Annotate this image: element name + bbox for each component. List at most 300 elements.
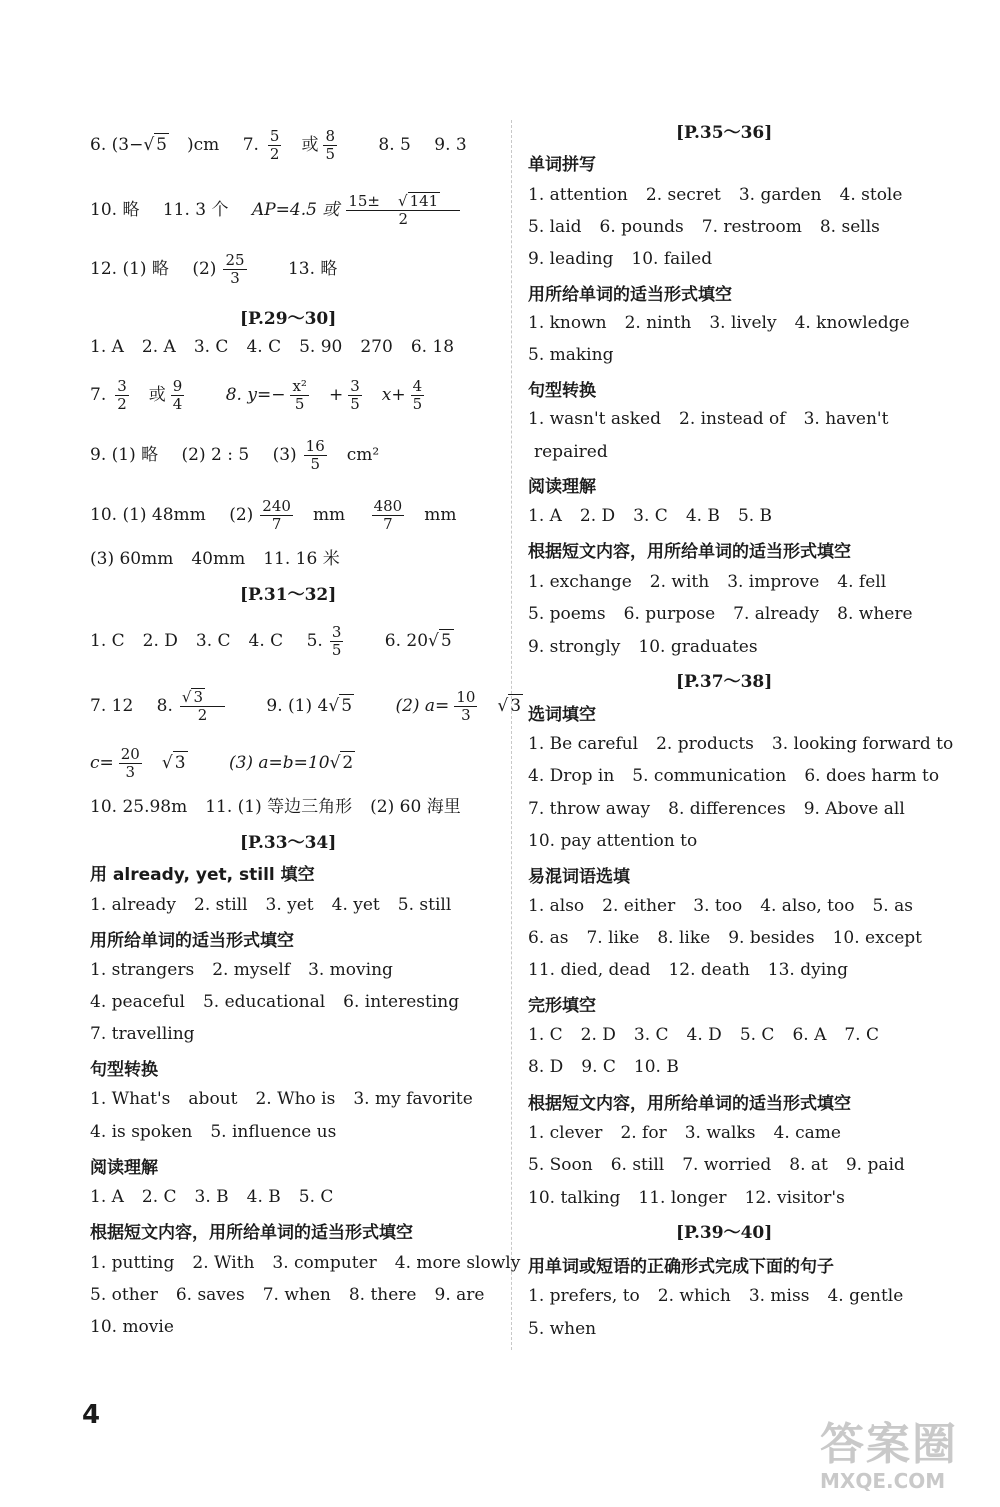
answer-text: 11. 16 米	[263, 549, 340, 569]
fraction	[290, 378, 326, 413]
denominator: 2	[269, 145, 280, 163]
answer-text: 7. throw away	[528, 799, 651, 819]
answer-line	[90, 192, 496, 228]
answer-line	[90, 688, 559, 724]
answer-text: 4. fell	[837, 572, 887, 592]
answer-text: 4. C	[248, 631, 284, 651]
answer-text: 9. besides	[728, 928, 815, 948]
answer-text: 6. 18	[410, 337, 455, 357]
answer-line	[528, 765, 957, 787]
sqrt: √ 2	[329, 753, 354, 773]
section-heading: 句型转换	[528, 381, 596, 401]
answer-line	[528, 636, 776, 658]
answer-text: 2. Who is	[255, 1089, 336, 1109]
answer-text: c=	[90, 753, 114, 773]
answer-text: 10. 25.98m	[90, 797, 188, 817]
numerator: 9	[172, 377, 183, 395]
answer-line	[534, 441, 626, 463]
section-heading: 阅读理解	[528, 477, 596, 497]
sqrt: √ 5	[428, 631, 452, 651]
answer-text: 10. failed	[631, 249, 713, 269]
answer-text: 1. attention	[528, 185, 628, 205]
answer-text: 5. C	[298, 1187, 334, 1207]
answer-line	[90, 378, 460, 413]
answer-text: 7. restroom	[701, 217, 802, 237]
answer-line	[528, 344, 631, 366]
answer-text: 3. walks	[684, 1123, 756, 1143]
numerator: 5	[269, 127, 280, 145]
radicand: 2	[342, 753, 354, 773]
answer-line	[90, 498, 474, 533]
denominator: 4	[172, 395, 183, 413]
answer-text: 2. C	[141, 1187, 177, 1207]
answer-text: 10. movie	[90, 1317, 174, 1337]
answer-text: 11. died, dead	[528, 960, 651, 980]
answer-text: 6. saves	[175, 1285, 245, 1305]
fraction	[171, 378, 203, 413]
answer-text: 7. worried	[682, 1155, 772, 1175]
fraction	[223, 252, 264, 287]
answer-line	[528, 216, 898, 238]
answer-line	[528, 248, 730, 270]
fraction	[115, 378, 147, 413]
answer-text: 2. which	[657, 1286, 731, 1306]
answer-text: 3. yet	[265, 895, 314, 915]
answer-line	[90, 1088, 491, 1110]
answer-text: AP=4.5 或	[251, 199, 340, 220]
answer-text: 7. 12	[90, 695, 134, 716]
answer-text: +	[328, 385, 344, 405]
section-heading: 阅读理解	[90, 1158, 158, 1178]
radicand: 3	[510, 695, 522, 716]
answer-line	[528, 927, 940, 949]
answer-text: 3. B	[194, 1187, 229, 1207]
column-divider	[511, 120, 512, 1350]
section-heading: 选词填空	[528, 705, 596, 725]
answer-text: 1. A	[90, 337, 124, 357]
answer-line	[528, 408, 906, 430]
answer-text: 5. influence us	[210, 1122, 337, 1142]
answer-text: 1. C	[528, 1025, 563, 1045]
fraction	[330, 624, 362, 659]
answer-text: about	[188, 1089, 238, 1109]
answer-text: (3) 60mm	[90, 549, 174, 569]
answer-line	[528, 1187, 863, 1209]
answer-text: 6. interesting	[343, 992, 460, 1012]
numerator: 20	[120, 745, 140, 763]
answer-text: 2. A	[141, 337, 176, 357]
answer-line	[528, 1024, 897, 1046]
answer-text: 3. garden	[738, 185, 822, 205]
answer-text: 12. visitor's	[744, 1188, 845, 1208]
numerator: 3	[117, 377, 127, 395]
answer-text: 11. longer	[638, 1188, 727, 1208]
answer-text: 5. communication	[632, 766, 787, 786]
answer-text: 1. C	[90, 631, 125, 651]
answer-text: 1. A	[528, 506, 562, 526]
answer-text: 6. still	[610, 1155, 665, 1175]
denominator: 7	[383, 515, 393, 533]
answer-text: 3. miss	[748, 1286, 810, 1306]
denominator: 2	[117, 395, 127, 413]
fraction	[323, 128, 355, 163]
radicand: 5	[341, 695, 353, 716]
answer-line	[90, 1023, 213, 1045]
answer-text: 1. exchange	[528, 572, 632, 592]
answer-text: 1. putting	[90, 1253, 175, 1273]
answer-line	[90, 128, 485, 163]
answer-text: 6. does harm to	[804, 766, 940, 786]
fraction	[372, 498, 423, 533]
fraction	[304, 438, 345, 473]
answer-text: 2. D	[580, 1025, 616, 1045]
answer-text: 2. with	[649, 572, 710, 592]
answer-line	[90, 796, 479, 818]
denominator: 7	[271, 515, 282, 533]
answer-text: 4. came	[773, 1123, 841, 1143]
fraction	[454, 689, 495, 724]
answer-text: 1. strangers	[90, 960, 195, 980]
answer-text: 5. other	[90, 1285, 158, 1305]
answer-text: (2)	[229, 505, 254, 525]
answer-text: 5. making	[528, 345, 614, 365]
answer-text: 1. clever	[528, 1123, 603, 1143]
answer-text: 6. 20	[384, 631, 429, 651]
numerator: 8	[325, 127, 336, 145]
denominator: 3	[125, 763, 136, 781]
answer-text: 9. are	[434, 1285, 485, 1305]
answer-text: 9. Above all	[803, 799, 905, 819]
answer-text: 3. lively	[709, 313, 777, 333]
answer-text: 1. known	[528, 313, 607, 333]
answer-text: 9. (1) 4	[266, 695, 329, 716]
answer-text: 2. instead of	[679, 409, 786, 429]
answer-text: 3. computer	[272, 1253, 377, 1273]
answer-text: 9. paid	[845, 1155, 905, 1175]
denominator: 5	[412, 395, 423, 413]
answer-text: 8.	[156, 695, 173, 716]
numerator: x²	[292, 377, 307, 395]
answer-text: 2. products	[656, 734, 754, 754]
numerator: 3	[350, 377, 360, 395]
denominator: 5	[325, 145, 336, 163]
answer-text: 11. 3 个	[162, 199, 229, 220]
answer-text: x+	[381, 385, 406, 405]
answer-text: 12. death	[668, 960, 750, 980]
answer-text: 4. peaceful	[90, 992, 185, 1012]
answer-text: 10. B	[633, 1057, 679, 1077]
denominator: 3	[461, 705, 471, 724]
answer-text: 3. C	[633, 1025, 669, 1045]
answer-text: 5. laid	[528, 217, 582, 237]
answer-text: 4. D	[686, 1025, 722, 1045]
answer-text: 10. talking	[528, 1188, 621, 1208]
answer-text: 2. D	[579, 506, 616, 526]
numerator: 16	[305, 437, 325, 455]
answer-text: 3. C	[633, 506, 668, 526]
numerator: 3	[331, 623, 342, 641]
answer-line	[528, 895, 931, 917]
answer-text: 3. moving	[308, 960, 393, 980]
page-range-heading: [P.35～36]	[676, 123, 773, 143]
fraction	[268, 128, 300, 163]
answer-text: (2) 60 海里	[370, 797, 461, 817]
answer-line	[90, 336, 472, 358]
numerator: 25	[225, 251, 245, 269]
answer-text: 9. 3	[434, 135, 467, 155]
answer-text: 8. like	[657, 928, 711, 948]
answer-text: 9. strongly	[528, 637, 621, 657]
answer-line	[528, 733, 971, 755]
watermark-url: MXQE.COM	[820, 1469, 946, 1493]
fraction	[348, 378, 380, 413]
fraction	[260, 498, 311, 533]
answer-text: 1. already	[90, 895, 177, 915]
answer-text: 40mm	[191, 549, 246, 569]
answer-line	[528, 1285, 921, 1307]
answer-text: 6. A	[792, 1025, 827, 1045]
watermark-text: 答案圈	[820, 1419, 958, 1470]
answer-text: 9. (1) 略	[90, 445, 159, 465]
numerator: 10	[456, 687, 476, 706]
answer-text: 3. looking forward to	[771, 734, 954, 754]
answer-text: 5.	[306, 631, 323, 651]
radicand: 5	[440, 631, 452, 651]
answer-line	[90, 991, 477, 1013]
answer-line	[528, 571, 904, 593]
answer-text: 8. at	[789, 1155, 828, 1175]
section-heading: 用所给单词的适当形式填空	[528, 285, 732, 305]
answer-text: cm²	[346, 445, 380, 465]
answer-text: 5. poems	[528, 604, 606, 624]
sqrt: √ 5	[143, 135, 167, 155]
answer-text: 或	[148, 385, 166, 405]
answer-line	[528, 603, 931, 625]
answer-line	[528, 1056, 697, 1078]
denominator: 5	[350, 395, 360, 413]
answer-text: 4. knowledge	[794, 313, 910, 333]
sqrt: √ 3	[497, 695, 522, 716]
denominator: 5	[331, 641, 342, 659]
answer-text: 3. improve	[727, 572, 820, 592]
answer-text: 7.	[242, 135, 259, 155]
answer-text: 2. ninth	[624, 313, 692, 333]
radicand: 3	[193, 688, 204, 706]
answer-line	[90, 438, 397, 473]
answer-text: 4. C	[246, 337, 282, 357]
answer-text: 10. (1) 48mm	[90, 505, 206, 525]
answer-text: 4. B	[246, 1187, 281, 1207]
page-range-heading: [P.29～30]	[240, 309, 337, 329]
answer-text: 1. Be careful	[528, 734, 639, 754]
answer-line	[90, 548, 358, 570]
answer-text: 1. What's	[90, 1089, 171, 1109]
section-heading: 用单词或短语的正确形式完成下面的句子	[528, 1257, 834, 1277]
answer-text: 10. 略	[90, 199, 140, 220]
denominator: 2	[197, 706, 208, 724]
numerator: 480	[373, 497, 403, 515]
answer-text: 5. when	[528, 1319, 597, 1339]
sqrt: √ 3	[161, 753, 186, 773]
answer-text: 8. D	[528, 1057, 564, 1077]
answer-text: mm	[424, 505, 457, 525]
answer-line	[528, 959, 866, 981]
answer-text: 3. C	[193, 337, 229, 357]
page-range-heading: [P.39～40]	[676, 1223, 773, 1243]
answer-text: 8. sells	[819, 217, 880, 237]
answer-line	[528, 312, 928, 334]
numerator: 240	[262, 497, 291, 515]
answer-text: 13. dying	[767, 960, 848, 980]
answer-text: 8. y=−	[225, 385, 286, 405]
answer-text: 10. pay attention to	[528, 831, 698, 851]
fraction	[119, 746, 160, 781]
answer-text: repaired	[534, 442, 608, 462]
answer-line	[90, 624, 490, 659]
answer-text: 4. stole	[839, 185, 903, 205]
section-heading: 用 already, yet, still 填空	[90, 865, 315, 885]
answer-text: 4. Drop in	[528, 766, 615, 786]
answer-line	[528, 798, 923, 820]
answer-line	[90, 1186, 351, 1208]
answer-line	[90, 252, 355, 287]
answer-text: 8. where	[837, 604, 913, 624]
answer-line	[90, 1252, 538, 1274]
answer-text: 8. 5	[378, 135, 411, 155]
answer-line	[90, 894, 469, 916]
answer-text: 3. too	[693, 896, 743, 916]
answer-text: 2. either	[602, 896, 676, 916]
answer-text: (2) 2 : 5	[181, 445, 250, 465]
section-heading: 根据短文内容，用所给单词的适当形式填空	[528, 542, 851, 562]
answer-text: 4. also, too	[760, 896, 855, 916]
answer-text: 7. C	[844, 1025, 879, 1045]
answer-text: (3) a=b=10	[228, 753, 330, 773]
answer-text: 4. more slowly	[394, 1253, 521, 1273]
answer-text: 1. wasn't asked	[528, 409, 661, 429]
radicand: 141	[409, 192, 439, 210]
answer-text: 7. travelling	[90, 1024, 195, 1044]
denominator: 5	[310, 455, 320, 473]
answer-line	[90, 1284, 502, 1306]
answer-line	[528, 505, 790, 527]
answer-text: (3)	[272, 445, 297, 465]
answer-line	[90, 1121, 354, 1143]
answer-text: 4. yet	[331, 895, 380, 915]
answer-text: 2. still	[194, 895, 248, 915]
page-range-heading: [P.31～32]	[240, 585, 337, 605]
answer-text: (2)	[192, 259, 217, 279]
section-heading: 完形填空	[528, 996, 596, 1016]
answer-text: 10. except	[832, 928, 922, 948]
page-range-heading: [P.33～34]	[240, 833, 337, 853]
answer-line	[528, 184, 920, 206]
answer-text: 8. there	[348, 1285, 417, 1305]
section-heading: 句型转换	[90, 1060, 158, 1080]
answer-text: 2. D	[142, 631, 178, 651]
denominator: 5	[294, 395, 305, 413]
answer-text: 7. when	[262, 1285, 331, 1305]
answer-text: 5. 90	[299, 337, 343, 357]
answer-text: 3. C	[195, 631, 231, 651]
answer-text: 12. (1) 略	[90, 259, 169, 279]
answer-text: 6. as	[528, 928, 569, 948]
answer-text: 6. purpose	[623, 604, 716, 624]
answer-line	[528, 1122, 859, 1144]
answer-text: 5. B	[737, 506, 773, 526]
answer-text: 6. pounds	[599, 217, 684, 237]
section-heading: 用所给单词的适当形式填空	[90, 931, 294, 951]
denominator: 3	[230, 269, 240, 287]
numerator: 4	[412, 377, 423, 395]
answer-text: 7. like	[586, 928, 640, 948]
answer-text: 2. for	[620, 1123, 667, 1143]
section-heading: 易混词语选填	[528, 867, 630, 887]
answer-line	[90, 1316, 192, 1338]
answer-text: 7. already	[733, 604, 820, 624]
answer-text: 1. A	[90, 1187, 124, 1207]
answer-text: 4. is spoken	[90, 1122, 193, 1142]
answer-text: 5. educational	[202, 992, 326, 1012]
section-heading: 根据短文内容，用所给单词的适当形式填空	[528, 1094, 851, 1114]
section-heading: 单词拼写	[528, 155, 596, 175]
answer-text: 9. leading	[528, 249, 614, 269]
answer-text: 13. 略	[287, 259, 338, 279]
fraction: $\frac{√ 3}{2}$	[180, 688, 243, 724]
answer-text: 5. Soon	[528, 1155, 593, 1175]
denominator: 2	[398, 210, 409, 228]
page-number: 4	[82, 1400, 101, 1430]
answer-text: (2) a=	[395, 695, 450, 716]
answer-text: 1. prefers, to	[528, 1286, 640, 1306]
fraction: $\frac{15\pm √ 141}{2}$	[346, 192, 478, 228]
sqrt: √ 5	[328, 695, 353, 716]
answer-text: 4. gentle	[827, 1286, 904, 1306]
fraction	[411, 378, 443, 413]
answer-line	[528, 1318, 614, 1340]
answer-text: 1. also	[528, 896, 585, 916]
page-range-heading: [P.37～38]	[676, 672, 773, 692]
answer-text: 9. C	[581, 1057, 616, 1077]
answer-text: 3. my favorite	[353, 1089, 473, 1109]
answer-text: 5. still	[397, 895, 452, 915]
answer-text: 10. graduates	[638, 637, 758, 657]
answer-text: )cm	[187, 135, 220, 155]
answer-text: 270	[360, 337, 393, 357]
answer-text: 4. B	[685, 506, 720, 526]
answer-line	[528, 1154, 923, 1176]
answer-text: 5. as	[872, 896, 913, 916]
numerator: 15±	[348, 192, 380, 210]
section-heading: 根据短文内容，用所给单词的适当形式填空	[90, 1223, 413, 1243]
answer-text: 7.	[90, 385, 107, 405]
answer-text: 11. (1) 等边三角形	[205, 797, 353, 817]
answer-text: 2. With	[192, 1253, 255, 1273]
answer-line	[528, 830, 715, 852]
answer-text: 3. haven't	[803, 409, 889, 429]
answer-text: mm	[312, 505, 346, 525]
answer-text: 6. (3−	[90, 135, 144, 155]
radicand: 3	[174, 753, 186, 773]
watermark-logo	[820, 1420, 990, 1500]
answer-line	[90, 746, 391, 781]
answer-text: 8. differences	[668, 799, 786, 819]
answer-text: 或	[301, 135, 319, 155]
answer-text: 2. myself	[212, 960, 291, 980]
answer-text: 5. C	[739, 1025, 775, 1045]
radicand: 5	[156, 135, 167, 155]
answer-text: 2. secret	[645, 185, 721, 205]
